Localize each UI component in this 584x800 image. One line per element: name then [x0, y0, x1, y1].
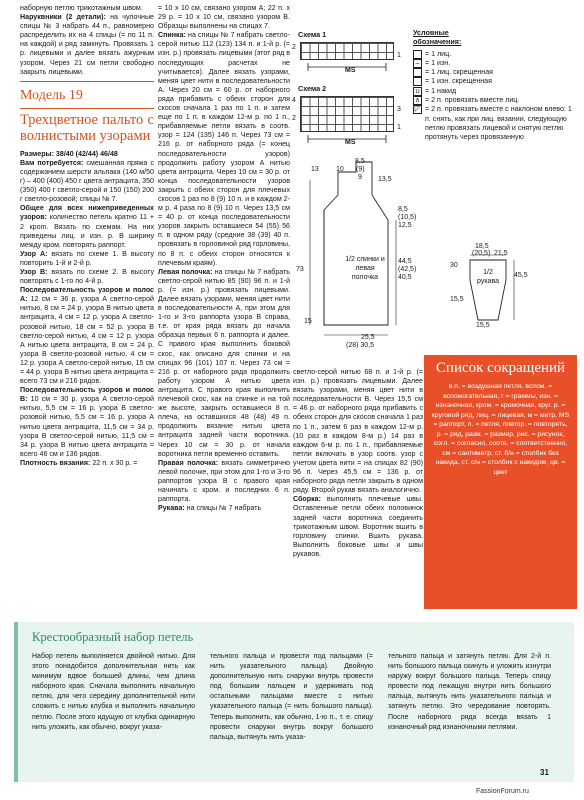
pattern-b-paragraph: Узор В: вязать по схеме 2. В высоту повторять с 1-го по 4-й р.	[20, 267, 155, 286]
scheme-1-row-label: 1	[397, 52, 401, 59]
dim-label: 13	[311, 166, 319, 173]
sequence-b-paragraph: Последовательность узоров и полос В: 10 см = 30 р. узора А светло-серой нитью, 5,5 см = 16 р. узора В светло-розовой нитью, 5,5 см = 16 р. узора А нитью цвета антрацита, 11,5 см = 34 р. узора В светло-серой нитью, 11,5 см = 34 р. узора В нитью цвета антрацита = всего 46 см и 136 рядов.	[20, 386, 154, 458]
scheme-2-row-label: 3	[397, 106, 401, 113]
body-piece-label: 1/2 спинки и левая полочка	[345, 256, 385, 281]
materials-paragraph: Вам потребуется: смешанная пряжа с содержанием шерсти альпака (140 м/50 г) – 400 (400) 450 г цвета антрацита, 350 (350) 400 г светло-серой и 150 (150) 200 г светло-розовой; спицы № 7.	[20, 158, 155, 204]
scheme-2-row-label: 2	[292, 115, 296, 122]
right-front-paragraph: Правая полочка: вязать симметрично левой полочке, при этом для 1-го и 3-го раппортов узора В с правого края начинать с кром. и последних 6 п. раппорта.	[158, 458, 290, 504]
knit-symbol-icon	[413, 50, 422, 59]
pockets-label: Наруквники (2 детали):	[20, 13, 106, 22]
model-rule-2	[20, 108, 154, 109]
text-column-1	[20, 4, 154, 468]
dim-label: (10,5)	[398, 214, 417, 221]
model-rule	[20, 81, 154, 82]
dim-label: 15,5	[476, 322, 490, 329]
dim-label: 44,5	[398, 258, 412, 265]
density-paragraph: Плотность вязания: 22 п. х 30 р. =	[20, 458, 138, 467]
pattern-a-paragraph: Узор А: вязать по схеме 1. В высоту повторить 1-й и 2-й р.	[20, 249, 155, 267]
sequence-a-paragraph: Последовательность узоров и полос А: 12 см = 36 р. узора А светло-серой нитью, 8 см = 24 р. узора В нитью цвета антрацита, 4 см = 12 р. узора А светло-розовой нитью, 18 см = 52 р. узора В светло-серой нитью, 4 см = 12 р. узора А нитью цвета антрацита, 8 см = 24 р. узора В светло-розовой нитью, 4 см = 12 р. узора А светло-серой нитью, 15 см = 44 р. узора В нитью цвета антрацита = всего 73 см и 216 рядов.	[20, 286, 155, 386]
dim-label: 10	[336, 166, 344, 173]
dim-label: 9	[358, 174, 362, 181]
dim-label: 12,5	[398, 222, 412, 229]
cast-on-column-1: Набор петель выполняется двойной нитью. Для этого понадобится дополнительная нить как минимум вдвое большей длины, чем длина наборного края. Сначала выполнить начальную петлю, для чего середину дополнительной нити сложить с нитью клубка и выполнить начальную петлю. После этого идущую от клубка одинарную нить уложить, как обычно, вокруг указа-	[32, 653, 195, 731]
scheme-2-title: Схема 2	[298, 84, 327, 93]
scheme-1-title: Схема 1	[298, 30, 327, 39]
sleeves-paragraph: Рукава: на спицы № 7 набрать	[158, 504, 262, 513]
assembly-paragraph: Сборка: выполнить плечевые швы. Оставленные петли обеих половинок задней части воротника соединить трикотажным швом. Воротник вшить в горловину спинки. Вшить рукава. Выполнить боковые швы и швы рукавов.	[293, 495, 423, 558]
k2tog-symbol-icon: ∧	[414, 97, 421, 105]
dim-label: 15,5	[450, 296, 464, 303]
scheme-2-row-label: 1	[397, 124, 401, 131]
left-front-paragraph: Левая полочка: на спицы № 7 набрать светло-серой нитью 85 (90) 96 п. и 1-й р. (= изн. р.) провязать лицевыми. Далее вязать узорами, меняя цвет нити в последовательности А, при этом для 1-го и 3-го раппорта узора В справа, т.е. от края ряда вязать до начала образца первых 6 п. раппорта и далее. С правого края выполнить боковой скос, как описано для спинки и на спицах 96 (101) 107 п. Через 73 см = 216 р. от наборного ряда продолжить работу узором А нитью цвета антрацита. С правого края выполнить плечевой скос, как на спинке и на той же высоте, закрыть оставшиеся 8 п. плеча, на оставшихся 48 (48) 49 п. продолжить вязание нитью цвета антрацита задней части воротника. Через 10 см = 30 р. от начала воротника петли временно оставить.	[158, 267, 291, 458]
yarn-over-symbol-icon: ∪	[414, 87, 421, 95]
legend-item: = 1 лиц. скрещенная	[413, 68, 578, 77]
twisted-purl-symbol-icon	[413, 77, 422, 86]
legend-heading-2: обозначения:	[413, 37, 462, 47]
density-cont-text: = 10 х 10 см, связано узором А; 22 п. х 29 р. = 10 х 10 см, связано узором В. Образцы выполнены на спицах 7.	[158, 4, 290, 31]
dim-label: 8,5	[398, 206, 408, 213]
text-column-3	[293, 368, 423, 559]
cast-on-section	[14, 622, 574, 782]
legend-item: ∧ = 2 п. провязать вместе лиц.	[414, 96, 520, 105]
legend-item: ◸ = 2 п. провязать вместе с наклоном влево: 1 п. снять, как при лиц. вязании, следующую петлю провязать лицевой и снятую петлю протянуть через провязанную	[414, 105, 572, 142]
purl-symbol-icon: –	[413, 59, 422, 68]
legend-item: = 1 изн. скрещенная	[413, 77, 578, 86]
dim-label: 40,5	[398, 274, 412, 281]
legend	[413, 28, 578, 143]
page-number: 31	[540, 768, 549, 777]
legend-item: ∪ = 1 накид	[414, 86, 457, 95]
scheme-1-ms-arrow	[300, 62, 394, 72]
dim-label: (28) 30,5	[346, 342, 375, 349]
dim-label: 73	[296, 266, 304, 273]
abbreviations-text: в.п. = воздушная петля, вспом. = вспомогательная, г = граммы, изн. = изнаночная, кром. = кромочная, круг. р. = круговой ряд, лиц. = лицевая, м = метр, MS = раппорт, п. = петля, повтор. = повторять, р. = ряд, разм. = размер, рис. = рисунок, согл. = согласно, соотв. = соответственно, см = сантиметр, ст. б/н = столбик без накида, ст. с/н = столбик с накидом, цв. = цвет	[431, 383, 570, 476]
dim-label: 21,5	[494, 250, 508, 257]
dim-label: 13,5	[378, 176, 392, 183]
watermark: FassionForum.ru	[476, 788, 529, 795]
dim-label: 15	[304, 318, 312, 325]
dim-label: 25,5	[361, 334, 375, 341]
scheme-1-grid	[300, 42, 394, 60]
dim-label: (20,5)	[472, 250, 491, 257]
ssk-symbol-icon: ◸	[414, 106, 421, 114]
dim-label: 8,5	[355, 158, 365, 165]
sleeve-piece-label: 1/2 рукава	[477, 269, 499, 285]
scheme-1-ms: MS	[345, 67, 356, 74]
dim-label: 45,5	[514, 272, 528, 279]
abbreviations-box	[424, 355, 577, 609]
legend-item: = 1 лиц.	[413, 50, 578, 59]
sizes-text: Размеры: 38/40 (42/44) 46/48	[20, 149, 118, 158]
pockets-paragraph: Наруквники (2 детали): на чулочные спицы № 3 набрать 44 п., равномерно распределить их на 4 спицы (= по 11 п. на каждой) и ряд замкнуть. Провязать 1 р. лицевыми и далее вязать ажурным узором. Через 21 см петли свободно закрыть лицевыми.	[20, 13, 154, 76]
dim-label: (42,5)	[398, 266, 417, 273]
intro-text: наборную петлю трикотажным швом.	[20, 4, 143, 12]
cast-on-title: Крестообразный набор петель	[32, 630, 194, 644]
twisted-knit-symbol-icon	[413, 68, 422, 77]
dim-label: 30	[450, 262, 458, 269]
scheme-2-row-label: 4	[292, 97, 296, 104]
model-number: Модель 19	[20, 87, 83, 103]
abbreviations-title: Список сокращений	[435, 360, 566, 376]
scheme-1-row-label: 2	[292, 44, 296, 51]
scheme-2-grid	[300, 96, 394, 132]
legend-item: – = 1 изн.	[413, 59, 578, 68]
cast-on-column-2: тельного пальца и провести под пальцами (= нить указательного пальца). Двойную дополнительную нить снаружи внутрь провести под большим пальцем и удерживать под остальными пальцами вместе с нитью указательного пальца (= нить большого пальца). Теперь выполнить, как обычно, 1-ю п., т. е. спицу провести снаружи внутрь вокруг большого пальца, вытянуть нить указа-	[210, 653, 373, 741]
dim-label: 18,5	[475, 243, 489, 250]
text-column-2	[158, 4, 290, 513]
model-title: Трехцветное пальто с волнистыми узорами	[20, 111, 154, 144]
cast-on-column-3: тельного пальца и затянуть петлю. Для 2-й п. нить большого пальца скинуть и уложить изнутри наружу вокруг большого пальца. Теперь спицу провести под лежащую внутри нить большого пальца, вытянуть нить указательного пальца и затянуть петлю. Это чередование повторять. После наборного ряда всегда вязать 1 изнаночный ряд изнаночными петлями.	[388, 653, 551, 731]
dim-label: (9)	[356, 166, 365, 173]
sleeve-pattern-diagram	[462, 250, 522, 330]
legend-heading: Условные	[413, 28, 449, 37]
scheme-2-ms-arrow	[300, 134, 394, 144]
sleeves-cont-text: светло-серой нитью 68 п. и 1-й р. (= изн. р.) провязать лицевыми. Далее вязать узорами, меняя цвет нити в последовательности В. Через 15,5 см = 46 р. от наборного ряда прибавить с обеих сторон для скосов сначала 1 раз по 1 п., затем 6 раз в каждом 12-м р. (10 раз в каждом 8-м р.) 14 раз в каждом 6-м р. по 1 п., прибавляемые петли включать в узор соотв. узор с учетом цвета нити = на спицах 82 (90) 96 п. Через 45,5 см = 136 р. от наборного ряда петли закрыть в одном ряду. Второй рукав вязать аналогично.	[293, 368, 423, 495]
back-paragraph: Спинка: на спицы № 7 набрать светло-серой нитью 112 (123) 134 п. и 1-й р. (= изн. р.) провязать лицевыми (этот ряд в последующих расчетах не учитывается). Далее вязать узорами, меняя цвет нити в последовательности А. Через 20 см = 60 р. от наборного ряда прибавить с обеих сторон для скосов сначала 1 раз по 1 п. и затем еще по 1 п. в каждом 12-м р. по 1 п., прибавляемые петли вязать в соотв. узор = 124 (135) 146 п. Через 73 см = 216 р. от наборного ряда (= конец последовательности узоров) продолжить работу узором А нитью цвета антрацита. Через 10 см = 30 р. от конца последовательности узоров закрыть с обеих сторон для плечевых скосов 1 раз по 8 (9) 10 п. и в каждом 2-м р. 4 раза по 8 (9) 10 п. Через 13,5 см = 40 р. от конца последовательности узоров закрыть оставшиеся 54 (55) 56 п. в одном ряду (средние 38 (39) 40 п. провязать в горловиной ряд горловины, по 8 п. с обеих сторон относятся к плечевым краям).	[158, 31, 290, 267]
scheme-2-ms: MS	[345, 139, 356, 146]
common-paragraph: Общее для всех нижеприведенных узоров: количество петель кратно 11 + 2 крom. Вязать по схемам. На них приведены лиц. и изн. р. В ширину между кром. повторять раппорт.	[20, 204, 154, 249]
